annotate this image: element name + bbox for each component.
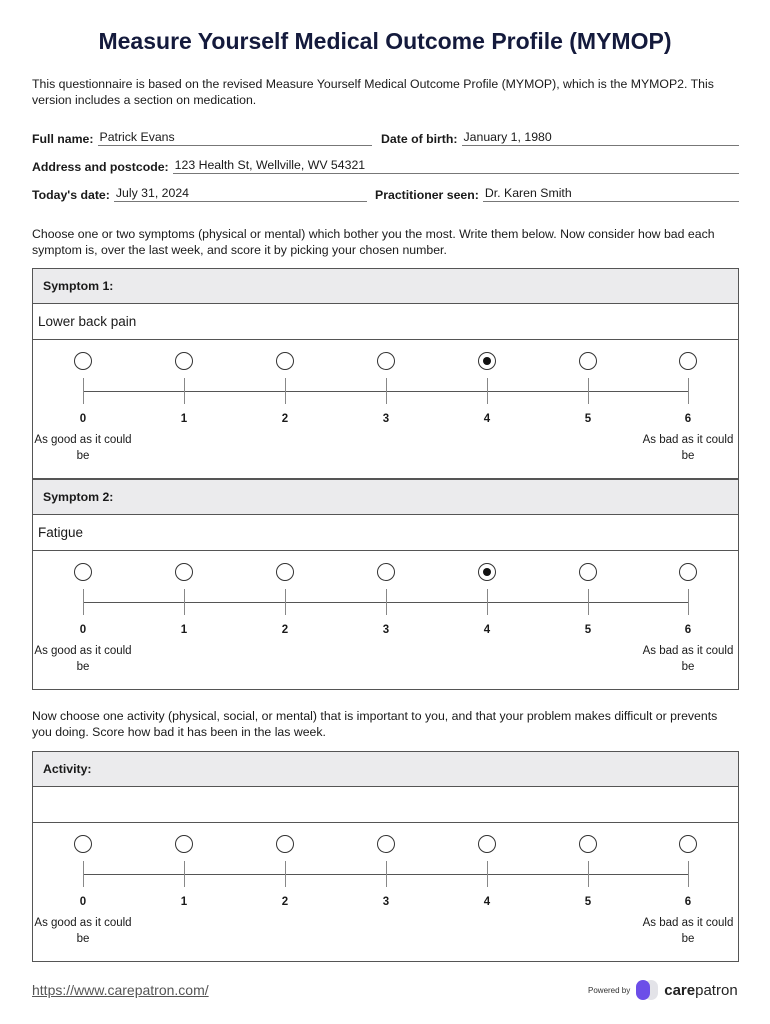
scale-tick xyxy=(386,589,387,615)
carepatron-logo-icon xyxy=(636,980,658,1000)
score-radio-2[interactable] xyxy=(276,352,294,370)
scale-tick xyxy=(184,861,185,887)
score-label: 6 xyxy=(684,413,692,425)
practitioner-field[interactable]: Dr. Karen Smith xyxy=(483,185,739,202)
low-anchor-label: As good as it could be xyxy=(34,917,132,945)
low-anchor-label: As good as it could be xyxy=(34,434,132,462)
section-heading: Symptom 1: xyxy=(33,269,738,304)
high-anchor-label: As bad as it could be xyxy=(642,917,734,945)
scale-tick xyxy=(487,861,488,887)
scale-tick xyxy=(688,861,689,887)
score-radio-3[interactable] xyxy=(377,563,395,581)
scale-tick xyxy=(588,589,589,615)
symptom-2-input[interactable]: Fatigue xyxy=(33,515,738,551)
score-radio-3[interactable] xyxy=(377,352,395,370)
score-radio-5[interactable] xyxy=(579,835,597,853)
score-radio-4[interactable] xyxy=(478,563,496,581)
rating-scale xyxy=(33,551,738,689)
scale-tick xyxy=(386,861,387,887)
scale-tick xyxy=(184,378,185,404)
powered-by-badge xyxy=(588,980,738,1000)
scale-tick xyxy=(487,589,488,615)
scale-tick xyxy=(588,861,589,887)
scale-tick xyxy=(83,589,84,615)
score-radio-2[interactable] xyxy=(276,835,294,853)
score-label: 3 xyxy=(382,624,390,636)
todays-date-row xyxy=(32,184,367,202)
carepatron-link[interactable]: https://www.carepatron.com/ xyxy=(32,982,209,998)
scale-tick xyxy=(688,378,689,404)
score-radio-1[interactable] xyxy=(175,563,193,581)
score-radio-0[interactable] xyxy=(74,352,92,370)
address-field[interactable]: 123 Health St, Wellville, WV 54321 xyxy=(173,157,739,174)
score-radio-6[interactable] xyxy=(679,835,697,853)
score-radio-4[interactable] xyxy=(478,352,496,370)
activity-input[interactable] xyxy=(33,787,738,823)
score-radio-2[interactable] xyxy=(276,563,294,581)
powered-by-text: Powered by xyxy=(588,985,631,995)
address-row xyxy=(32,156,739,174)
symptoms-instruction: Choose one or two symptoms (physical or mental) which bother you the most. Write them below. Now consider how bad each symptom is, over the last week, and score it by picking your chosen number. xyxy=(32,227,715,257)
scale-tick xyxy=(285,589,286,615)
scale-tick xyxy=(83,861,84,887)
todays-date-field[interactable]: July 31, 2024 xyxy=(114,185,367,202)
score-label: 1 xyxy=(180,413,188,425)
practitioner-label: Practitioner seen: xyxy=(375,188,479,202)
score-label: 5 xyxy=(584,896,592,908)
score-radio-1[interactable] xyxy=(175,835,193,853)
rating-scale xyxy=(33,340,738,478)
practitioner-row xyxy=(375,184,739,202)
activity-instruction: Now choose one activity (physical, social, or mental) that is important to you, and that your problem makes difficult or prevents you doing. Score how bad it has been in the las week. xyxy=(32,709,718,739)
scale-tick xyxy=(588,378,589,404)
score-label: 1 xyxy=(180,624,188,636)
score-label: 0 xyxy=(79,413,87,425)
score-radio-5[interactable] xyxy=(579,563,597,581)
symptom-1-section xyxy=(32,268,739,479)
document-title: Measure Yourself Medical Outcome Profile (MYMOP) xyxy=(98,28,672,54)
scale-tick xyxy=(688,589,689,615)
todays-date-label: Today's date: xyxy=(32,188,110,202)
scale-tick xyxy=(285,861,286,887)
dob-row xyxy=(381,128,739,146)
score-label: 4 xyxy=(483,624,491,636)
score-label: 4 xyxy=(483,413,491,425)
low-anchor-label: As good as it could be xyxy=(34,645,132,673)
full-name-field[interactable]: Patrick Evans xyxy=(98,129,373,146)
scale-tick xyxy=(285,378,286,404)
score-radio-6[interactable] xyxy=(679,352,697,370)
score-radio-0[interactable] xyxy=(74,563,92,581)
score-label: 3 xyxy=(382,413,390,425)
selected-dot-icon xyxy=(483,357,491,365)
full-name-label: Full name: xyxy=(32,132,94,146)
score-label: 3 xyxy=(382,896,390,908)
score-label: 4 xyxy=(483,896,491,908)
score-radio-0[interactable] xyxy=(74,835,92,853)
score-label: 2 xyxy=(281,896,289,908)
rating-scale xyxy=(33,823,738,961)
score-radio-5[interactable] xyxy=(579,352,597,370)
score-label: 2 xyxy=(281,413,289,425)
dob-field[interactable]: January 1, 1980 xyxy=(462,129,739,146)
score-radio-3[interactable] xyxy=(377,835,395,853)
high-anchor-label: As bad as it could be xyxy=(642,645,734,673)
score-label: 0 xyxy=(79,624,87,636)
scale-tick xyxy=(83,378,84,404)
score-radio-1[interactable] xyxy=(175,352,193,370)
selected-dot-icon xyxy=(483,568,491,576)
section-heading: Activity: xyxy=(33,752,738,787)
score-label: 0 xyxy=(79,896,87,908)
score-label: 5 xyxy=(584,413,592,425)
scale-tick xyxy=(386,378,387,404)
section-heading: Symptom 2: xyxy=(33,480,738,515)
symptom-2-section xyxy=(32,479,739,690)
score-radio-6[interactable] xyxy=(679,563,697,581)
score-label: 6 xyxy=(684,896,692,908)
high-anchor-label: As bad as it could be xyxy=(642,434,734,462)
full-name-row xyxy=(32,128,372,146)
score-label: 6 xyxy=(684,624,692,636)
scale-tick xyxy=(487,378,488,404)
score-label: 1 xyxy=(180,896,188,908)
score-radio-4[interactable] xyxy=(478,835,496,853)
dob-label: Date of birth: xyxy=(381,132,458,146)
carepatron-brand: carepatron xyxy=(664,981,738,999)
score-label: 5 xyxy=(584,624,592,636)
symptom-1-input[interactable]: Lower back pain xyxy=(33,304,738,340)
score-label: 2 xyxy=(281,624,289,636)
address-label: Address and postcode: xyxy=(32,160,169,174)
activity-section xyxy=(32,751,739,962)
scale-tick xyxy=(184,589,185,615)
intro-text: This questionnaire is based on the revised Measure Yourself Medical Outcome Profile (MYMOP), which is the MYMOP2. This version includes a section on medication. xyxy=(32,77,714,107)
